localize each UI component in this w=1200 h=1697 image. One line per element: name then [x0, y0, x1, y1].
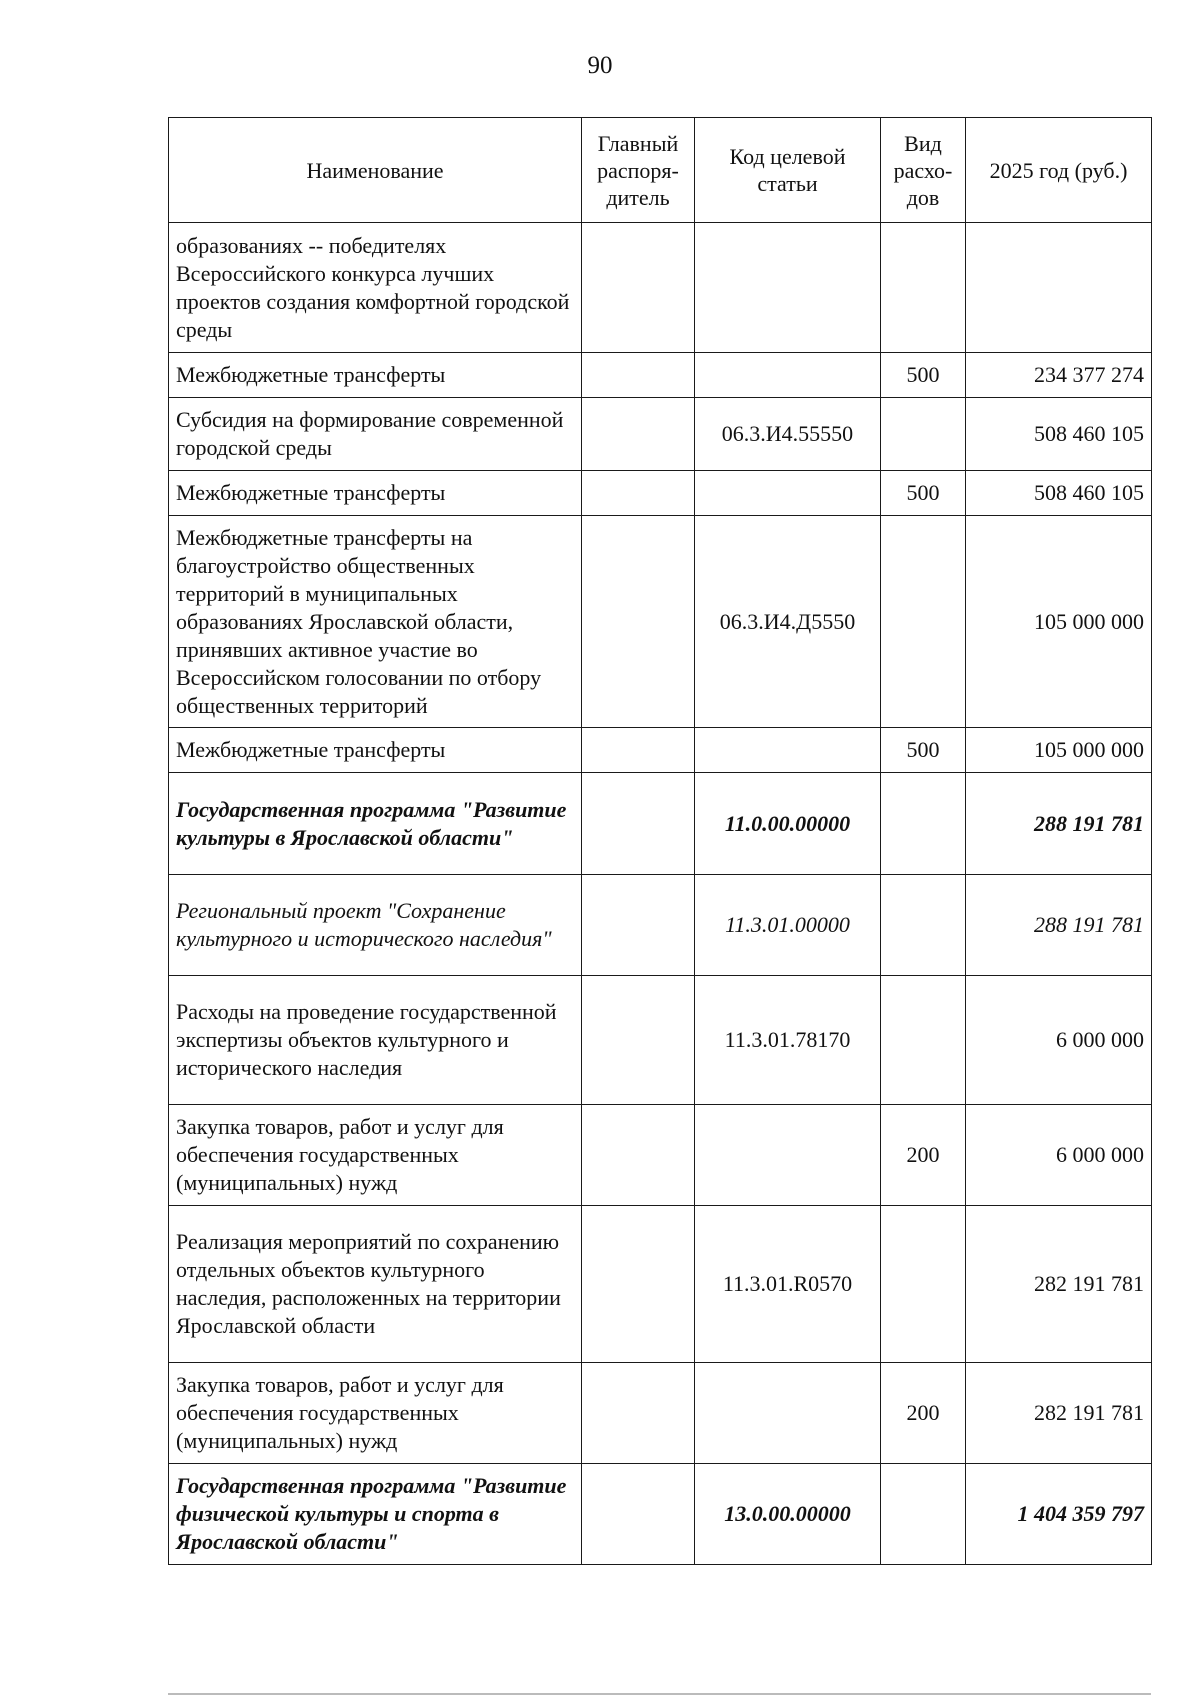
row-type — [881, 976, 966, 1105]
row-name: Государственная программа "Развитие физической культуры и спорта в Ярославской области" — [169, 1464, 582, 1565]
row-name: Межбюджетные трансферты — [169, 471, 582, 516]
row-code: 13.0.00.00000 — [695, 1464, 881, 1565]
row-manager — [582, 976, 695, 1105]
row-manager — [582, 353, 695, 398]
row-code — [695, 1105, 881, 1206]
table-row — [169, 1464, 1152, 1565]
row-type — [881, 1464, 966, 1565]
row-name: Региональный проект "Сохранение культурного и исторического наследия" — [169, 875, 582, 976]
row-amount: 105 000 000 — [966, 728, 1152, 773]
row-amount: 508 460 105 — [966, 398, 1152, 471]
table-row — [169, 728, 1152, 773]
row-type: 500 — [881, 728, 966, 773]
row-name: Закупка товаров, работ и услуг для обеспечения государственных (муниципальных) нужд — [169, 1363, 582, 1464]
header-name: Наименование — [169, 118, 582, 223]
row-amount: 6 000 000 — [966, 976, 1152, 1105]
header-type: Вид расхо-дов — [881, 118, 966, 223]
row-manager — [582, 516, 695, 728]
row-amount: 1 404 359 797 — [966, 1464, 1152, 1565]
row-amount: 288 191 781 — [966, 773, 1152, 875]
page-footer-rule — [168, 1693, 1151, 1695]
row-type: 500 — [881, 471, 966, 516]
row-amount: 508 460 105 — [966, 471, 1152, 516]
row-name: образованиях -- победителях Всероссийского конкурса лучших проектов создания комфортной городской среды — [169, 223, 582, 353]
table-header-row — [169, 118, 1152, 223]
row-code — [695, 471, 881, 516]
row-amount: 282 191 781 — [966, 1363, 1152, 1464]
row-manager — [582, 1363, 695, 1464]
row-name: Закупка товаров, работ и услуг для обеспечения государственных (муниципальных) нужд — [169, 1105, 582, 1206]
row-name: Межбюджетные трансферты — [169, 353, 582, 398]
table-row — [169, 875, 1152, 976]
header-manager: Главный распоря-дитель — [582, 118, 695, 223]
page-number: 90 — [587, 52, 613, 79]
table-row — [169, 398, 1152, 471]
row-code: 06.3.И4.Д5550 — [695, 516, 881, 728]
row-manager — [582, 398, 695, 471]
row-name: Межбюджетные трансферты на благоустройство общественных территорий в муниципальных образованиях Ярославской области, принявших активное участие во Всероссийском голосовании по отбору общественных территорий — [169, 516, 582, 728]
table-row — [169, 1105, 1152, 1206]
row-code: 11.0.00.00000 — [695, 773, 881, 875]
table-row — [169, 976, 1152, 1105]
row-manager — [582, 875, 695, 976]
row-name: Реализация мероприятий по сохранению отдельных объектов культурного наследия, расположенных на территории Ярославской области — [169, 1206, 582, 1363]
row-type — [881, 516, 966, 728]
row-manager — [582, 223, 695, 353]
row-name: Межбюджетные трансферты — [169, 728, 582, 773]
row-type: 200 — [881, 1105, 966, 1206]
table-row — [169, 1206, 1152, 1363]
row-type — [881, 398, 966, 471]
header-amount: 2025 год (руб.) — [966, 118, 1152, 223]
table-row — [169, 471, 1152, 516]
table-row — [169, 516, 1152, 728]
row-manager — [582, 728, 695, 773]
row-name: Субсидия на формирование современной городской среды — [169, 398, 582, 471]
row-type — [881, 875, 966, 976]
table-row — [169, 353, 1152, 398]
row-code: 11.3.01.78170 — [695, 976, 881, 1105]
row-amount: 234 377 274 — [966, 353, 1152, 398]
row-code: 11.3.01.00000 — [695, 875, 881, 976]
row-manager — [582, 1105, 695, 1206]
row-amount: 6 000 000 — [966, 1105, 1152, 1206]
header-code: Код целевой статьи — [695, 118, 881, 223]
row-type — [881, 773, 966, 875]
row-amount: 288 191 781 — [966, 875, 1152, 976]
row-code — [695, 223, 881, 353]
row-amount: 105 000 000 — [966, 516, 1152, 728]
row-code: 06.3.И4.55550 — [695, 398, 881, 471]
row-amount — [966, 223, 1152, 353]
table-row — [169, 773, 1152, 875]
row-type — [881, 1206, 966, 1363]
row-manager — [582, 1464, 695, 1565]
row-code — [695, 1363, 881, 1464]
row-name: Расходы на проведение государственной экспертизы объектов культурного и исторического наследия — [169, 976, 582, 1105]
budget-table — [168, 117, 1152, 1565]
row-code: 11.3.01.R0570 — [695, 1206, 881, 1363]
row-code — [695, 728, 881, 773]
row-code — [695, 353, 881, 398]
row-amount: 282 191 781 — [966, 1206, 1152, 1363]
table-row — [169, 223, 1152, 353]
row-type: 500 — [881, 353, 966, 398]
table-row — [169, 1363, 1152, 1464]
row-manager — [582, 471, 695, 516]
row-type — [881, 223, 966, 353]
row-type: 200 — [881, 1363, 966, 1464]
row-name: Государственная программа "Развитие культуры в Ярославской области" — [169, 773, 582, 875]
row-manager — [582, 773, 695, 875]
row-manager — [582, 1206, 695, 1363]
